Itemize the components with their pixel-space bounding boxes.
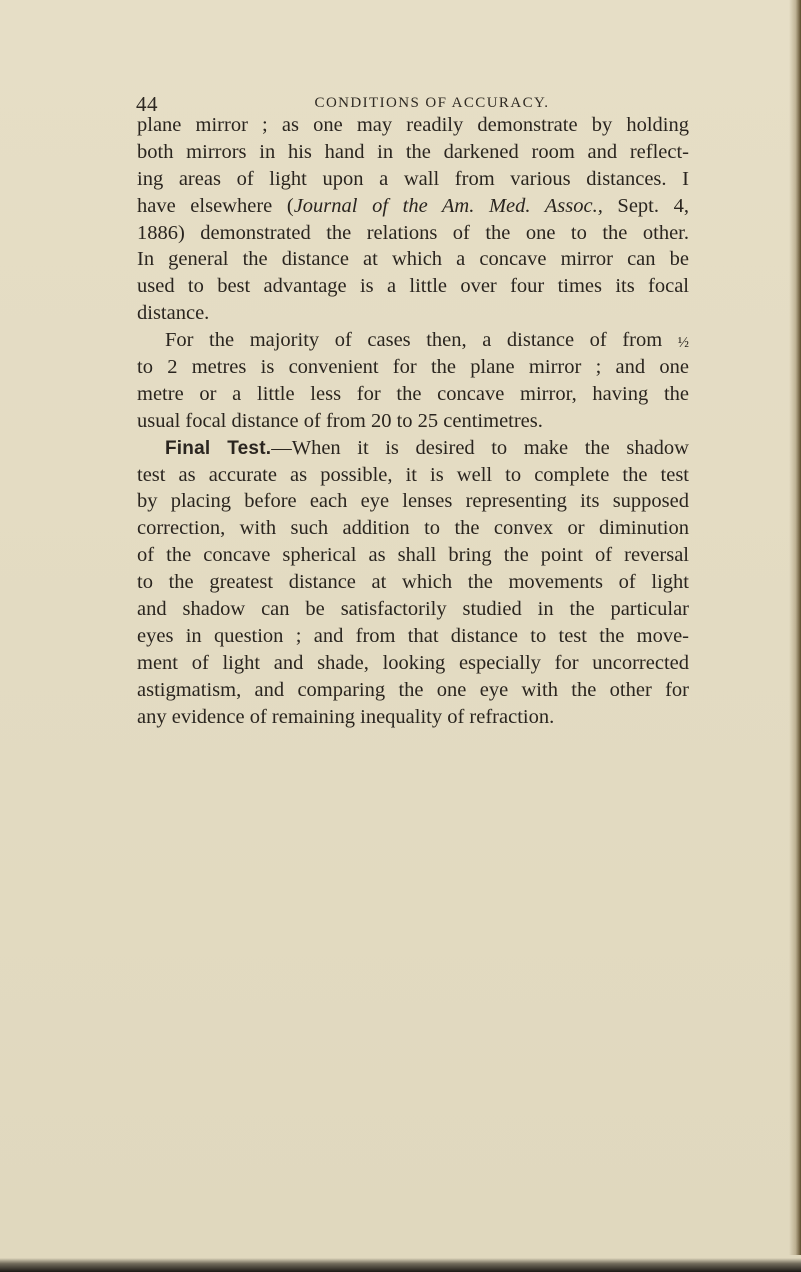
- text-line: by placing before each eye lenses representing its supposed: [137, 490, 689, 513]
- text-segment: Sept. 4,: [602, 194, 689, 217]
- page-number: 44: [136, 92, 158, 116]
- text-line: used to best advantage is a little over four times its focal: [137, 275, 689, 298]
- text-line: and shadow can be satisfactorily studied in the particular: [137, 598, 689, 621]
- text-line: to 2 metres is convenient for the plane mirror ; and one: [137, 356, 689, 379]
- fraction: ½: [677, 335, 690, 352]
- scan-bottom-edge: [0, 1258, 801, 1272]
- text-line: any evidence of remaining inequality of refraction.: [137, 705, 555, 728]
- text-line: ment of light and shade, looking especially for uncorrected: [137, 651, 689, 674]
- section-run-in-heading: Final Test.: [165, 437, 272, 459]
- text-segment: —When it is desired to make the shadow: [271, 436, 689, 459]
- text-line: 1886) demonstrated the relations of the one to the other.: [137, 221, 689, 244]
- text-line: plane mirror ; as one may readily demonstrate by holding: [137, 114, 689, 136]
- text-line: correction, with such addition to the convex or diminution: [137, 517, 689, 540]
- running-head: CONDITIONS OF ACCURACY.: [314, 95, 550, 111]
- text-line: test as accurate as possible, it is well to complete the test: [137, 463, 689, 486]
- text-line: ing areas of light upon a wall from various distances. I: [137, 167, 689, 190]
- text-line: usual focal distance of from 20 to 25 centimetres.: [137, 409, 543, 432]
- text-segment: For the majority of cases then, a distance of from: [165, 329, 663, 352]
- journal-citation: Journal of the Am. Med. Assoc.,: [293, 194, 603, 217]
- text-line: eyes in question ; and from that distance to test the move-: [137, 624, 689, 647]
- text-line: astigmatism, and comparing the one eye with the other for: [137, 678, 689, 701]
- text-segment: have elsewhere (: [137, 194, 294, 217]
- text-line: [137, 193, 689, 220]
- text-line: both mirrors in his hand in the darkened room and reflect-: [137, 140, 689, 163]
- text-line: [137, 435, 689, 462]
- text-line: In general the distance at which a concave mirror can be: [137, 248, 689, 271]
- text-line: to the greatest distance at which the movements of light: [137, 571, 689, 594]
- body-text: [137, 112, 689, 730]
- text-line: metre or a little less for the concave mirror, having the: [137, 382, 689, 405]
- text-line: distance.: [137, 302, 210, 325]
- text-line: [137, 327, 689, 354]
- text-line: of the concave spherical as shall bring the point of reversal: [137, 544, 689, 567]
- page-edge-shadow: [789, 0, 801, 1255]
